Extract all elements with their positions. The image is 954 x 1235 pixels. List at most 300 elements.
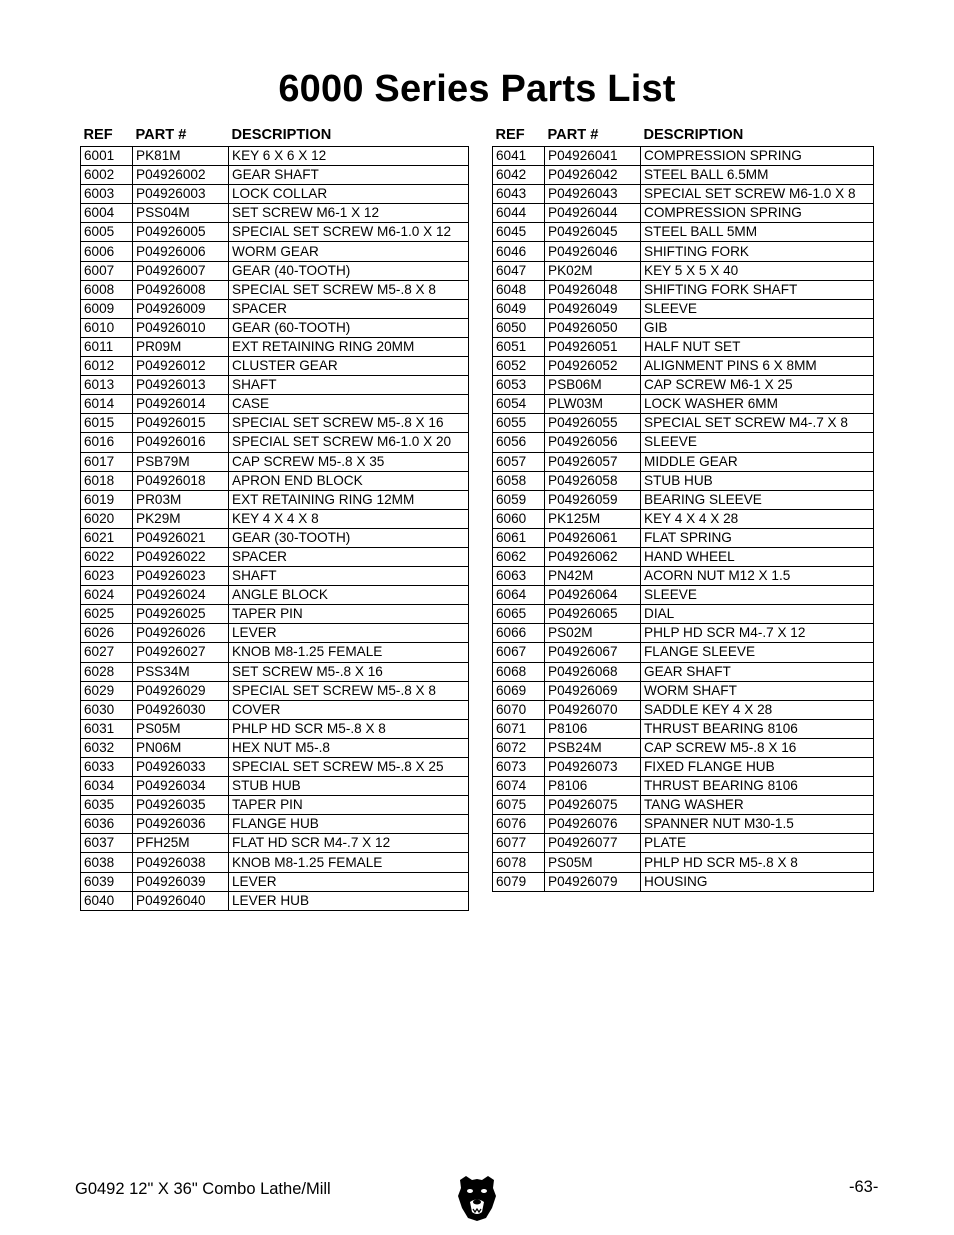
ref-cell: 6026	[81, 624, 133, 643]
ref-cell: 6045	[493, 223, 545, 242]
part-number-cell: P04926056	[545, 433, 641, 452]
ref-cell: 6007	[81, 261, 133, 280]
table-row	[81, 834, 469, 853]
description-cell: SLEEVE	[641, 586, 874, 605]
description-cell: WORM GEAR	[229, 242, 469, 261]
table-row	[81, 700, 469, 719]
part-number-cell: P04926076	[545, 815, 641, 834]
ref-column-header: REF	[495, 127, 525, 143]
table-row	[493, 242, 874, 261]
ref-cell: 6075	[493, 796, 545, 815]
description-cell: GEAR (30-TOOTH)	[229, 528, 469, 547]
description-cell: CLUSTER GEAR	[229, 357, 469, 376]
part-number-cell: P04926026	[133, 624, 229, 643]
ref-cell: 6025	[81, 605, 133, 624]
description-cell: ALIGNMENT PINS 6 X 8MM	[641, 357, 874, 376]
ref-cell: 6011	[81, 337, 133, 356]
description-cell: STUB HUB	[641, 471, 874, 490]
table-row	[81, 242, 469, 261]
table-row	[493, 796, 874, 815]
table-row	[493, 624, 874, 643]
ref-cell: 6061	[493, 528, 545, 547]
ref-cell: 6050	[493, 318, 545, 337]
part-number-cell: P04926052	[545, 357, 641, 376]
description-cell: HAND WHEEL	[641, 547, 874, 566]
ref-column-header: REF	[83, 127, 113, 143]
ref-cell: 6041	[493, 147, 545, 166]
ref-cell: 6012	[81, 357, 133, 376]
table-row	[81, 872, 469, 891]
table-row	[81, 261, 469, 280]
ref-cell: 6060	[493, 509, 545, 528]
description-cell: CAP SCREW M5-.8 X 16	[641, 738, 874, 757]
part-number-cell: P8106	[545, 719, 641, 738]
description-cell: LEVER	[229, 872, 469, 891]
description-column-header: DESCRIPTION	[643, 127, 744, 143]
table-row	[81, 891, 469, 910]
description-cell: SPANNER NUT M30-1.5	[641, 815, 874, 834]
ref-cell: 6040	[81, 891, 133, 910]
description-cell: ACORN NUT M12 X 1.5	[641, 567, 874, 586]
table-row	[493, 147, 874, 166]
table-row	[493, 567, 874, 586]
ref-cell: 6063	[493, 567, 545, 586]
ref-cell: 6064	[493, 586, 545, 605]
description-cell: CAP SCREW M5-.8 X 35	[229, 452, 469, 471]
table-row	[493, 547, 874, 566]
table-row	[493, 471, 874, 490]
ref-cell: 6055	[493, 414, 545, 433]
table-row	[81, 147, 469, 166]
table-row	[81, 853, 469, 872]
part-number-cell: P04926077	[545, 834, 641, 853]
description-cell: PHLP HD SCR M5-.8 X 8	[229, 719, 469, 738]
part-number-cell: PK81M	[133, 147, 229, 166]
ref-cell: 6074	[493, 777, 545, 796]
description-cell: KNOB M8-1.25 FEMALE	[229, 643, 469, 662]
part-number-cell: P04926075	[545, 796, 641, 815]
part-number-cell: P04926036	[133, 815, 229, 834]
table-row	[81, 318, 469, 337]
part-column-header: PART #	[547, 127, 599, 143]
ref-cell: 6056	[493, 433, 545, 452]
table-row	[493, 433, 874, 452]
ref-cell: 6047	[493, 261, 545, 280]
part-number-cell: P04926030	[133, 700, 229, 719]
table-header-row	[81, 120, 469, 147]
part-number-cell: P04926003	[133, 185, 229, 204]
ref-cell: 6024	[81, 586, 133, 605]
ref-cell: 6042	[493, 166, 545, 185]
part-number-cell: PN42M	[545, 567, 641, 586]
description-cell: FLAT SPRING	[641, 528, 874, 547]
part-number-cell: PS05M	[133, 719, 229, 738]
table-row	[81, 662, 469, 681]
description-cell: FLANGE SLEEVE	[641, 643, 874, 662]
description-cell: SPECIAL SET SCREW M6-1.0 X 8	[641, 185, 874, 204]
ref-cell: 6002	[81, 166, 133, 185]
table-row	[81, 758, 469, 777]
part-number-cell: P04926002	[133, 166, 229, 185]
table-row	[493, 395, 874, 414]
part-number-cell: P04926041	[545, 147, 641, 166]
table-row	[493, 337, 874, 356]
description-cell: KEY 4 X 4 X 28	[641, 509, 874, 528]
table-row	[493, 872, 874, 891]
ref-cell: 6013	[81, 376, 133, 395]
table-row	[81, 586, 469, 605]
table-row	[81, 719, 469, 738]
ref-cell: 6023	[81, 567, 133, 586]
description-cell: LEVER HUB	[229, 891, 469, 910]
description-cell: LEVER	[229, 624, 469, 643]
footer-model-name: G0492 12" X 36" Combo Lathe/Mill	[75, 1180, 331, 1198]
ref-cell: 6034	[81, 777, 133, 796]
table-row	[81, 815, 469, 834]
ref-cell: 6010	[81, 318, 133, 337]
description-cell: STEEL BALL 5MM	[641, 223, 874, 242]
table-row	[493, 853, 874, 872]
part-number-cell: P04926018	[133, 471, 229, 490]
table-row	[493, 738, 874, 757]
ref-cell: 6032	[81, 738, 133, 757]
ref-cell: 6078	[493, 853, 545, 872]
part-number-cell: P04926012	[133, 357, 229, 376]
ref-cell: 6021	[81, 528, 133, 547]
table-row	[493, 280, 874, 299]
part-number-cell: PSB24M	[545, 738, 641, 757]
part-number-cell: P04926050	[545, 318, 641, 337]
table-row	[81, 376, 469, 395]
ref-cell: 6014	[81, 395, 133, 414]
ref-cell: 6022	[81, 547, 133, 566]
description-cell: DIAL	[641, 605, 874, 624]
ref-cell: 6009	[81, 299, 133, 318]
ref-cell: 6004	[81, 204, 133, 223]
table-row	[81, 471, 469, 490]
part-number-cell: P04926049	[545, 299, 641, 318]
table-row	[81, 796, 469, 815]
parts-table-left	[80, 120, 469, 911]
ref-cell: 6054	[493, 395, 545, 414]
part-number-cell: P04926024	[133, 586, 229, 605]
description-cell: THRUST BEARING 8106	[641, 719, 874, 738]
part-number-cell: PR09M	[133, 337, 229, 356]
part-number-cell: P04926048	[545, 280, 641, 299]
ref-cell: 6005	[81, 223, 133, 242]
part-number-cell: P04926039	[133, 872, 229, 891]
table-row	[493, 528, 874, 547]
ref-cell: 6036	[81, 815, 133, 834]
part-number-cell: P04926038	[133, 853, 229, 872]
ref-cell: 6038	[81, 853, 133, 872]
part-number-cell: P04926029	[133, 681, 229, 700]
ref-cell: 6037	[81, 834, 133, 853]
ref-cell: 6033	[81, 758, 133, 777]
table-row	[493, 204, 874, 223]
description-cell: LOCK WASHER 6MM	[641, 395, 874, 414]
ref-cell: 6073	[493, 758, 545, 777]
description-cell: SPECIAL SET SCREW M5-.8 X 8	[229, 280, 469, 299]
part-number-cell: P04926058	[545, 471, 641, 490]
description-cell: SPACER	[229, 299, 469, 318]
ref-cell: 6053	[493, 376, 545, 395]
part-number-cell: P04926065	[545, 605, 641, 624]
table-row	[493, 490, 874, 509]
description-cell: CAP SCREW M6-1 X 25	[641, 376, 874, 395]
ref-cell: 6015	[81, 414, 133, 433]
part-number-cell: PS05M	[545, 853, 641, 872]
table-row	[81, 204, 469, 223]
table-row	[493, 643, 874, 662]
table-row	[81, 433, 469, 452]
ref-cell: 6001	[81, 147, 133, 166]
ref-cell: 6008	[81, 280, 133, 299]
ref-cell: 6071	[493, 719, 545, 738]
part-number-cell: PFH25M	[133, 834, 229, 853]
ref-cell: 6039	[81, 872, 133, 891]
description-cell: KNOB M8-1.25 FEMALE	[229, 853, 469, 872]
description-cell: FLAT HD SCR M4-.7 X 12	[229, 834, 469, 853]
table-row	[81, 357, 469, 376]
part-number-cell: P04926009	[133, 299, 229, 318]
part-number-cell: P04926046	[545, 242, 641, 261]
part-number-cell: PSS34M	[133, 662, 229, 681]
ref-cell: 6076	[493, 815, 545, 834]
table-row	[493, 777, 874, 796]
ref-cell: 6029	[81, 681, 133, 700]
part-number-cell: P04926027	[133, 643, 229, 662]
part-number-cell: P04926061	[545, 528, 641, 547]
table-row	[493, 815, 874, 834]
part-number-cell: P04926044	[545, 204, 641, 223]
description-cell: SPECIAL SET SCREW M6-1.0 X 12	[229, 223, 469, 242]
ref-cell: 6017	[81, 452, 133, 471]
part-number-cell: P04926057	[545, 452, 641, 471]
table-row	[81, 337, 469, 356]
table-row	[493, 681, 874, 700]
description-cell: WORM SHAFT	[641, 681, 874, 700]
table-row	[493, 299, 874, 318]
table-row	[493, 605, 874, 624]
description-cell: KEY 6 X 6 X 12	[229, 147, 469, 166]
part-number-cell: P04926008	[133, 280, 229, 299]
part-number-cell: PSB06M	[545, 376, 641, 395]
part-number-cell: P04926015	[133, 414, 229, 433]
table-row	[81, 280, 469, 299]
ref-cell: 6030	[81, 700, 133, 719]
table-row	[81, 624, 469, 643]
table-header-row	[493, 120, 874, 147]
ref-cell: 6035	[81, 796, 133, 815]
description-cell: TAPER PIN	[229, 796, 469, 815]
ref-cell: 6057	[493, 452, 545, 471]
part-number-cell: P04926059	[545, 490, 641, 509]
description-cell: SPECIAL SET SCREW M5-.8 X 25	[229, 758, 469, 777]
ref-cell: 6065	[493, 605, 545, 624]
description-cell: GIB	[641, 318, 874, 337]
description-cell: APRON END BLOCK	[229, 471, 469, 490]
table-row	[81, 777, 469, 796]
description-cell: SHIFTING FORK	[641, 242, 874, 261]
ref-cell: 6067	[493, 643, 545, 662]
table-row	[81, 490, 469, 509]
table-row	[493, 185, 874, 204]
description-cell: MIDDLE GEAR	[641, 452, 874, 471]
part-number-cell: P04926055	[545, 414, 641, 433]
part-number-cell: P04926006	[133, 242, 229, 261]
part-number-cell: P04926045	[545, 223, 641, 242]
description-cell: EXT RETAINING RING 12MM	[229, 490, 469, 509]
part-number-cell: PSS04M	[133, 204, 229, 223]
ref-cell: 6049	[493, 299, 545, 318]
part-number-cell: P04926010	[133, 318, 229, 337]
part-number-cell: P04926022	[133, 547, 229, 566]
ref-cell: 6043	[493, 185, 545, 204]
part-number-cell: P04926064	[545, 586, 641, 605]
part-number-cell: P04926014	[133, 395, 229, 414]
description-cell: SPACER	[229, 547, 469, 566]
description-cell: SET SCREW M5-.8 X 16	[229, 662, 469, 681]
part-number-cell: P8106	[545, 777, 641, 796]
table-row	[493, 719, 874, 738]
table-row	[493, 376, 874, 395]
bear-head-icon	[456, 1174, 498, 1222]
part-number-cell: P04926033	[133, 758, 229, 777]
ref-cell: 6044	[493, 204, 545, 223]
description-cell: SPECIAL SET SCREW M5-.8 X 8	[229, 681, 469, 700]
description-cell: FIXED FLANGE HUB	[641, 758, 874, 777]
description-cell: PHLP HD SCR M4-.7 X 12	[641, 624, 874, 643]
part-column-header: PART #	[135, 127, 187, 143]
table-row	[81, 567, 469, 586]
description-cell: COMPRESSION SPRING	[641, 147, 874, 166]
part-number-cell: P04926040	[133, 891, 229, 910]
table-row	[81, 299, 469, 318]
part-number-cell: P04926005	[133, 223, 229, 242]
ref-cell: 6059	[493, 490, 545, 509]
table-row	[81, 395, 469, 414]
part-number-cell: P04926073	[545, 758, 641, 777]
part-number-cell: P04926070	[545, 700, 641, 719]
description-cell: SLEEVE	[641, 433, 874, 452]
ref-cell: 6052	[493, 357, 545, 376]
table-row	[81, 185, 469, 204]
table-row	[493, 166, 874, 185]
ref-cell: 6046	[493, 242, 545, 261]
part-number-cell: P04926025	[133, 605, 229, 624]
description-cell: TANG WASHER	[641, 796, 874, 815]
description-cell: EXT RETAINING RING 20MM	[229, 337, 469, 356]
description-cell: SPECIAL SET SCREW M5-.8 X 16	[229, 414, 469, 433]
table-row	[493, 318, 874, 337]
description-cell: SHAFT	[229, 567, 469, 586]
table-row	[81, 681, 469, 700]
ref-cell: 6079	[493, 872, 545, 891]
description-cell: SET SCREW M6-1 X 12	[229, 204, 469, 223]
description-cell: HEX NUT M5-.8	[229, 738, 469, 757]
table-row	[493, 509, 874, 528]
part-number-cell: P04926062	[545, 547, 641, 566]
description-cell: HOUSING	[641, 872, 874, 891]
ref-cell: 6077	[493, 834, 545, 853]
table-row	[81, 509, 469, 528]
part-number-cell: PS02M	[545, 624, 641, 643]
description-cell: STEEL BALL 6.5MM	[641, 166, 874, 185]
part-number-cell: PR03M	[133, 490, 229, 509]
description-cell: GEAR SHAFT	[641, 662, 874, 681]
part-number-cell: PK02M	[545, 261, 641, 280]
description-cell: CASE	[229, 395, 469, 414]
ref-cell: 6066	[493, 624, 545, 643]
parts-table-right	[492, 120, 874, 892]
part-number-cell: P04926016	[133, 433, 229, 452]
part-number-cell: P04926042	[545, 166, 641, 185]
ref-cell: 6048	[493, 280, 545, 299]
part-number-cell: P04926035	[133, 796, 229, 815]
ref-cell: 6069	[493, 681, 545, 700]
table-row	[493, 834, 874, 853]
ref-cell: 6072	[493, 738, 545, 757]
description-cell: THRUST BEARING 8106	[641, 777, 874, 796]
page-number: -63-	[849, 1178, 879, 1196]
description-cell: SHAFT	[229, 376, 469, 395]
table-row	[493, 586, 874, 605]
ref-cell: 6020	[81, 509, 133, 528]
description-cell: PHLP HD SCR M5-.8 X 8	[641, 853, 874, 872]
description-cell: COVER	[229, 700, 469, 719]
table-row	[81, 414, 469, 433]
part-number-cell: P04926079	[545, 872, 641, 891]
ref-cell: 6003	[81, 185, 133, 204]
table-row	[493, 414, 874, 433]
table-row	[493, 223, 874, 242]
description-cell: KEY 5 X 5 X 40	[641, 261, 874, 280]
table-row	[493, 452, 874, 471]
description-cell: PLATE	[641, 834, 874, 853]
description-cell: LOCK COLLAR	[229, 185, 469, 204]
description-cell: HALF NUT SET	[641, 337, 874, 356]
table-row	[493, 758, 874, 777]
ref-cell: 6058	[493, 471, 545, 490]
table-row	[81, 166, 469, 185]
ref-cell: 6062	[493, 547, 545, 566]
part-number-cell: P04926068	[545, 662, 641, 681]
table-row	[81, 738, 469, 757]
description-cell: ANGLE BLOCK	[229, 586, 469, 605]
part-number-cell: PLW03M	[545, 395, 641, 414]
ref-cell: 6028	[81, 662, 133, 681]
description-cell: SPECIAL SET SCREW M4-.7 X 8	[641, 414, 874, 433]
part-number-cell: P04926067	[545, 643, 641, 662]
part-number-cell: P04926043	[545, 185, 641, 204]
table-row	[81, 643, 469, 662]
page-title: 6000 Series Parts List	[278, 68, 676, 110]
table-row	[493, 700, 874, 719]
part-number-cell: P04926069	[545, 681, 641, 700]
ref-cell: 6016	[81, 433, 133, 452]
table-row	[81, 605, 469, 624]
description-cell: SLEEVE	[641, 299, 874, 318]
description-cell: BEARING SLEEVE	[641, 490, 874, 509]
description-cell: STUB HUB	[229, 777, 469, 796]
description-column-header: DESCRIPTION	[231, 127, 332, 143]
description-cell: TAPER PIN	[229, 605, 469, 624]
description-cell: FLANGE HUB	[229, 815, 469, 834]
table-row	[81, 452, 469, 471]
description-cell: COMPRESSION SPRING	[641, 204, 874, 223]
part-number-cell: P04926051	[545, 337, 641, 356]
